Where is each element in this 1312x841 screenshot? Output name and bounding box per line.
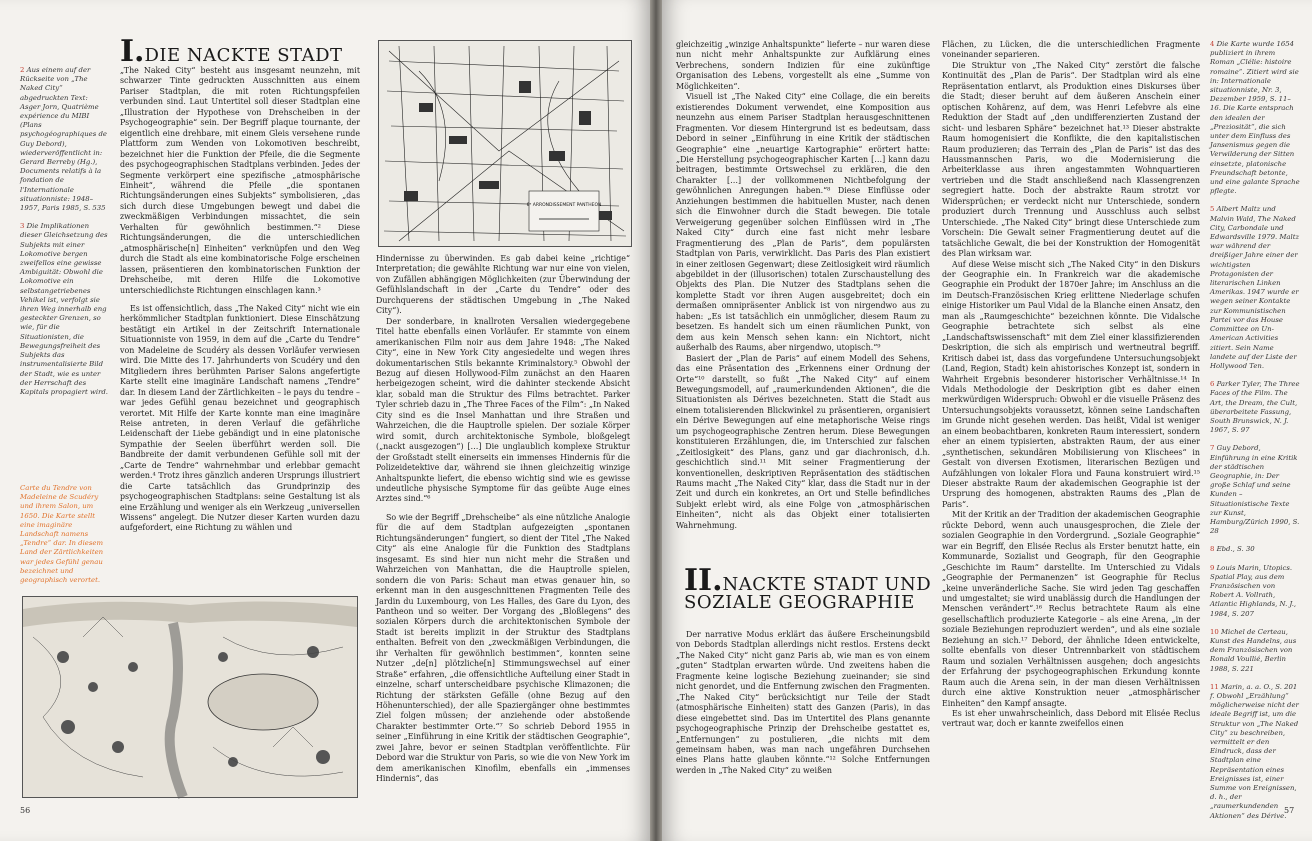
paragraph: Es ist offensichtlich, dass „The Naked City“ nicht wie ein herkömmlicher Stadtplan funktioniert. Diese Einschätzung bestätigt ein Artikel in der Zeitschrift Internationale Situationniste von 1959, in dem auf die „Carte du Tendre“ von Madeleine de Scudéry als dessen Vorläufer verwiesen wird. Die Mitte des 17. Jahrhunderts von Scudéry und den Mitgliedern ihres berühmten Pariser Salons angefertigte Karte stellt eine imaginäre Landschaft namens „Tendre“ dar. In diesem Land der Zärtlichkeiten – le pays du tendre – war jedes Gefühl genau bezeichnet und geographisch verortet. Mit Hilfe der Karte konnte man eine imaginäre Reise antreten, in deren Verlauf die gefährliche Leidenschaft der Liebe gebändigt und in eine platonische Sympathie der Seelen überführt werden soll. Die Bandbreite der damit verbundenen Gefühle soll mit der „Carte de Tendre“ wahrnehmbar und erlebbar gemacht werden.⁴ Trotz ihres gänzlich anderen Ursprungs illustriert die Carte tatsächlich das Grundprinzip des psychogeographischen Stadtplans: seine Gestaltung ist als eine Erzählung und weniger als ein Werkzeug „universellen Wissens“ angelegt. Die Nutzer dieser Karten wurden dazu aufgefordert, eine Richtung zu wählen und bbox=[120, 303, 360, 533]
orange-caption bbox=[20, 484, 112, 585]
sidenote bbox=[1210, 40, 1300, 196]
section-heading: DIE NACKTE STADT bbox=[144, 45, 343, 66]
paragraph: Auf diese Weise mischt sich „The Naked City“ in den Diskurs der Geographie ein. In Frankreich war die akademische Geographie ein Produkt der 1870er Jahre; im Anschluss an die im Deutsch-Französischen Krieg erlittene Niederlage schufen einige Historiker um Paul Vidal de la Blanche einen Ansatz, den man als „Raumgeschichte“ bezeichnen könnte. Die Vidalsche Geographie betrachtete sich selbst als eine „Landschaftswissenschaft“ mit dem Ziel einer klassifizierenden Deskription, die sich als empirisch und wertneutral begriff. Kritisch dabei ist, dass das vorgefundene Untersuchungsobjekt (Land, Region, Stadt) kein ahistorisches Konzept ist, sondern in Wahrheit Ergebnis besonderer historischer Verhältnisse.¹⁴ In Vidals Methodologie der Deskription gibt es daher einen merkwürdigen Widerspruch: Obwohl er die visuelle Präsenz des Untersuchungsobjekts voraussetzt, können seine Landschaften im Grunde nicht gesehen werden. Das heißt, Vidal ist weniger an einem beobachtbaren, konkreten Raum interessiert, sondern eher an einem typisierten, abstrakten Raum, der aus einer „synthetischen, sekundären Mobilisierung von Klischees“ in Gestalt von diversen Exotismen, literarischen Bezügen und Aufzählungen von lokaler Flora und Fauna konstruiert wird.¹⁵ Dieser abstrakte Raum der akademischen Geographie ist der Ursprung des homogenen, abstrakten Raums des „Plan de Paris“. bbox=[942, 259, 1200, 509]
section-title bbox=[120, 34, 343, 69]
sidenote-text: Die Implikationen dieser Gleichsetzung des Subjekts mit einer Lokomotive bergen zweifellos eine gewisse Ambiguität: Obwohl die Lokomotive ein selbstangetriebenes Vehikel ist, verfolgt sie ihren Weg innerhalb eng gesteckter Grenzen, so wie, für die Situationisten, die Bewegungsfreiheit des Subjekts das instrumentalisierte Bild der Stadt, wie es unter der Herrschaft des Kapitals propagiert wird. bbox=[20, 222, 108, 396]
sidenote bbox=[1210, 564, 1300, 619]
right-column-1b bbox=[676, 630, 930, 805]
sidenote-number: 5 bbox=[1210, 205, 1215, 214]
sidenote bbox=[1210, 628, 1300, 674]
section-heading-line2: SOZIALE GEOGRAPHIE bbox=[684, 592, 915, 613]
section-title bbox=[684, 563, 932, 613]
sidenote-number: 9 bbox=[1210, 563, 1215, 572]
allegorical-map-illustration bbox=[23, 597, 357, 797]
sidenote-text: Die Karte wurde 1654 publiziert in ihrem Roman „Clélie: histoire romaine“. Zitiert wird sie in: Internationale situationniste, Nr. 3, Dezember 1959, S. 11–16. Die Karte entsprach den idealen der „Preziosität“, die sich unter dem Einfluss des Jansenismus gegen die Verwilderung der Sitten einsetzte, platonische Freundschaft betonte, und eine galante Sprache pflegte. bbox=[1210, 40, 1300, 196]
sidenote-number: 8 bbox=[1210, 545, 1215, 554]
page-number: 57 bbox=[1284, 806, 1295, 815]
sidenote bbox=[1210, 205, 1300, 371]
map-legend-text: 6ᵉ ARRONDISSEMENT PANTHEON bbox=[526, 203, 602, 208]
paragraph: Die Struktur von „The Naked City“ zerstört die falsche Kontinuität des „Plan de Paris“. Der Stadtplan wird als eine Repräsentation entlarvt, als Produktion eines Diskurses über die Stadt; dieser beruht auf dem äußeren Anschein einer optischen Kohärenz, auf dem, was Henri Lefebvre als eine Reduktion der Stadt auf „den undifferenzierten Zustand der sicht- und lesbaren Sphäre“ bezeichnet hat.¹³ Dieser abstrakte Raum homogenisiert die Konflikte, die den kapitalistischen Raum produzieren; das Terrain des „Plan de Paris“ ist das des Haussmannschen Paris, wo die Modernisierung die Arbeiterklasse aus ihren angestammten Wohnquartieren vertrieben und die Stadt anschließend nach Klassengrenzen segregiert hatte. Doch der abstrakte Raum strotzt vor Widersprüchen; er verdeckt nicht nur Unterschiede, sondern produziert durch Trennung und Ausschluss auch selbst Unterschiede. „The Naked City“ bringt diese Unterschiede zum Vorschein: Die Gewalt seiner Fragmentierung deutet auf die tatsächliche Gewalt, die bei der Konstruktion der Homogenität des Plan wirksam war. bbox=[942, 60, 1200, 259]
sidenote bbox=[1210, 683, 1300, 821]
sidenote bbox=[1210, 380, 1300, 435]
paragraph: Flächen, zu Lücken, die die unterschiedlichen Fragmente voneinander separieren. bbox=[942, 40, 1200, 60]
sidenote-number: 10 bbox=[1210, 627, 1219, 636]
sidenote-text: Marin, a. a. O., S. 201 f. Obwohl „Erzählung“ möglicherweise nicht der ideale Begriff ist, um die Struktur von „The Naked City“ zu beschreiben, vermittelt er den Eindruck, dass der Stadtplan eine Repräsentation eines Ereignisses ist, einer Summe von Ereignissen, d. h., der „raumerkundenden Aktionen“ des Dérive. bbox=[1210, 682, 1299, 820]
section-number: II. bbox=[684, 563, 723, 598]
paragraph: Es ist eher unwahrscheinlich, dass Debord mit Elisée Reclus vertraut war, doch er kannte zweifellos einen bbox=[942, 709, 1200, 729]
section-heading-line1: NACKTE STADT UND bbox=[722, 574, 932, 595]
paragraph: Visuell ist „The Naked City“ eine Collage, die ein bereits existierendes Dokument verwendet, eine Komposition aus neunzehn aus einem Pariser Stadtplan herausgeschnittenen Fragmenten. Vor diesem Hintergrund ist es bedeutsam, dass Debord in seiner „Einführung in eine Kritik der städtischen Geographie“ eine „neuartige Kartographie“ erörtert hatte: „Die Herstellung psychogeographischer Karten […] kann dazu beitragen, bestimmte Ortswechsel zu erklären, die den Charakter […] der vollkommenen Nichtbefolgung der gewöhnlichen Anregungen haben.“⁸ Diese Einflüsse oder Anziehungen bestimmen die habituellen Muster, nach denen sich die Einwohner durch die Stadt bewegen. Die totale Verweigerung gegenüber solchen Einflüssen wird in „The Naked City“ durch eine fast nicht mehr lesbare Fragmentierung des „Plan de Paris“, dem populärsten Stadtplan von Paris, verwirklicht. Das Paris des Plan existiert in einer zeitlosen Gegenwart; diese Zeitlosigkeit wird räumlich abgebildet in der (illusorischen) totalen Zurschaustellung des Objekts des Plan. Die Nutzer des Stadtplans sehen die komplette Stadt vor ihren Augen ausgebreitet; doch ein dermaßen omnipräsenter Anblick ist von nirgendwo aus zu haben: „Es ist tatsächlich ein unmöglicher, diesem Raum zu besetzen. Es handelt sich um einen räumlichen Punkt, von dem aus kein Mensch sehen kann: ein Nichtort, nicht außerhalb des Raums, aber nirgendwo, utopisch.“⁹ bbox=[676, 92, 930, 353]
sidenote-text: Albert Maltz und Malvin Wald, The Naked City, Carbondale und Edwardsville 1979. Maltz war während der dreißiger Jahre einer der wichtigsten Protagonisten der literarischen Linken Amerikas. 1947 wurde er wegen seiner Kontakte zur Kommunistischen Partei vor das House Committee on Un-American Activities zitiert. Sein Name landete auf der Liste der Hollywood Ten. bbox=[1210, 205, 1300, 370]
sidenote bbox=[1210, 545, 1300, 554]
paragraph: gleichzeitig „winzige Anhaltspunkte“ lieferte – nur waren diese nun nicht mehr Anhaltspunkte zur Aufklärung eines Verbrechens, sondern Indizien für eine zukünftige Organisation des Lebens, vorgestellt als eine „Summe von Möglichkeiten“. bbox=[676, 40, 930, 91]
left-column-2 bbox=[376, 254, 630, 800]
sidenote-number: 6 bbox=[1210, 380, 1215, 389]
caption-text: Carte du Tendre von Madeleine de Scudéry und ihrem Salon, um 1650. Die Karte stellt eine imaginäre Landschaft namens „Tendre“ dar. In diesem Land der Zärtlichkeiten war jedes Gefühl genau bezeichnet und geographisch verortet. bbox=[20, 484, 104, 585]
sidenote-number: 3 bbox=[20, 222, 25, 231]
paragraph: Hindernisse zu überwinden. Es gab dabei keine „richtige“ Interpretation; die gewählte Richtung war nur eine von vielen, von Zufällen abhängigen Möglichkeiten (zur Überwindung der Gefühlslandschaft in der „Carte du Tendre“ oder des Durchquerens der städtischen Umgebung in „The Naked City“). bbox=[376, 254, 630, 316]
sidenote bbox=[20, 222, 110, 397]
left-sidenotes bbox=[20, 66, 110, 396]
paragraph: Der sonderbare, in knallroten Versalien wiedergegebene Titel hatte ebenfalls einen Vorläufer. Er stammte von einem amerikanischen Film noir aus dem Jahre 1948: „The Naked City“, eine in New York City angesiedelte und wegen ihres dokumentarischen Stils bekannte Kriminalstory.⁵ Obwohl der Bezug auf diesen Hollywood-Film zunächst an den Haaren herbeigezogen scheint, wird die dahinter steckende Absicht klar, sobald man die Struktur des Films betrachtet. Parker Tyler schrieb dazu in „The Three Faces of the Film“: „In Naked City sind es die Insel Manhattan und ihre Straßen und Wahrzeichen, die die Hauptrolle spielen. Der soziale Körper wird somit, durch architektonische Symbole, bloßgelegt („nackt ausgezogen“) […] Die unglaublich komplexe Struktur der Großstadt stellt einerseits ein immenses Hindernis für die Polizeidetektive dar, während sie ihnen gleichzeitig winzige Anhaltspunkte liefert, die ebenso wichtig sind wie es gewisse undeutliche physische Symptome für das geübte Auge eines Arztes sind.“⁶ bbox=[376, 316, 630, 504]
paris-map-figure bbox=[378, 40, 632, 247]
sidenote-number: 2 bbox=[20, 66, 25, 74]
sidenote-text: Ebd., S. 30 bbox=[1216, 545, 1255, 554]
right-column-1 bbox=[676, 40, 930, 562]
left-column-1 bbox=[120, 66, 360, 588]
sidenote-text: Guy Debord, Einführung in eine Kritik der städtischen Geographie, in: Der große Schlaf und seine Kunden – Situationistische Texte zur Kunst, Hamburg/Zürich 1990, S. 28 bbox=[1210, 444, 1300, 536]
paragraph: Mit der Kritik an der Tradition der akademischen Geographie rückte Debord, wenn auch unausgesprochen, die Ziele der sozialen Geographie in den Vordergrund. „Soziale Geographie“ war ein Begriff, den Elisée Reclus als Erster benutzt hatte, ein Kommunarde, Sozialist und Geograph, für den Geographie „Geschichte im Raum“ darstellte. Im Unterschied zu Vidals „Geographie der Permanenzen“ ist Geographie für Reclus „keine unveränderliche Sache. Sie wird jeden Tag geschaffen und umgestaltet; sie wird unablässig durch die Handlungen der Menschen verändert“.¹⁶ Reclus betrachtete Raum als eine gesellschaftlich produzierte Kategorie – als eine Arena, „in der soziale Beziehungen reproduziert werden“, und als eine soziale Beziehung an sich.¹⁷ Debord, der ähnliche Ideen entwickelte, sollte ebenfalls von dieser Untrennbarkeit von städtischem Raum und sozialen Verhältnissen ausgehen; doch angesichts der Erfahrung der psychogeographischen Erkundung konnte Raum auch die Arena sein, in der man diesen Verhältnissen durch eine aktive Konstruktion neuer „atmosphärischer Einheiten“ den Kampf ansagte. bbox=[942, 510, 1200, 708]
paragraph: „The Naked City“ besteht aus insgesamt neunzehn, mit schwarzer Tinte gedruckten Ausschnitten aus einem Pariser Stadtplan, die mit roten Richtungspfeilen verbunden sind. Laut Untertitel soll dieser Stadtplan eine „Illustration der Hypothese von Drehscheiben in der Psychogeographie“ sein. Der Begriff plaque tournante, der eigentlich eine drehbare, mit einem Gleis versehene runde Plattform zum Wenden von Lokomotiven beschreibt, bezeichnet hier die Funktion der Pfeile, die die Segmente des psychogeographischen Stadtplans verbinden. Jedes der Segmente verkörpert eine spezifische „atmosphärische Einheit“, während die Pfeile „die spontanen Richtungsänderungen eines Subjekts“ symbolisieren, „das sich durch diese Umgebungen bewegt und dabei die zweckmäßigen Verbindungen missachtet, die sein Verhalten für gewöhnlich bestimmen.“² Diese Richtungsänderungen, die die unterschiedlichen „atmosphärische[n] Einheiten“ verknüpfen und den Weg durch die Stadt als eine kombinatorische Folge erscheinen lassen, präsentieren den kombinatorischen Funktion der Drehscheibe, mit deren Hilfe die Lokomotive unterschiedlichste Richtungen einschlagen kann.³ bbox=[120, 66, 360, 295]
paragraph: Der narrative Modus erklärt das äußere Erscheinungsbild von Debords Stadtplan allerdings nicht restlos. Erstens deckt „The Naked City“ nicht ganz Paris ab, wie man es von einem „guten“ Stadtplan erwarten würde. Und zweitens haben die Fragmente keine logische Beziehung zueinander; sie sind nicht genordet, und die Entfernung zwischen den Fragmenten. „The Naked City“ berücksichtigt nur Teile der Stadt (atmosphärische Einheiten) statt des Ganzen (Paris), in das diese eingebettet sind. Das im Untertitel des Plans genannte psychogeographische Prinzip der Drehscheibe gestattet es, „Entfernungen“ zu postulieren, „die nichts mit dem gemeinsam haben, was man nach ungefähren Durchsehen eines Plans hatte glauben könnte.“¹² Solche Entfernungen werden in „The Naked City“ zu weißen bbox=[676, 630, 930, 775]
section-number: I. bbox=[120, 34, 145, 69]
sidenote-text: Louis Marin, Utopics. Spatial Play, aus dem Französischen von Robert A. Vollrath, Atlantic Highlands, N. J., 1984, S. 207 bbox=[1210, 563, 1297, 618]
sidenote-text: Michel de Certeau, Kunst des Handelns, aus dem Französischen von Ronald Voullié, Berlin 1988, S. 221 bbox=[1210, 627, 1297, 673]
sidenote bbox=[20, 66, 110, 213]
sidenote-number: 7 bbox=[1210, 444, 1215, 453]
sidenote-number: 4 bbox=[1210, 40, 1215, 48]
right-column-2 bbox=[942, 40, 1200, 806]
carte-du-tendre-figure bbox=[22, 596, 358, 798]
book-gutter bbox=[650, 0, 662, 841]
street-map-illustration bbox=[379, 41, 631, 246]
sidenote-text: Aus einem auf der Rückseite von „The Naked City“ abgedruckten Text: Asger Jorn, Quatrième expérience du MIBI (Plans psychogéographiques de Guy Debord), wiederveröffentlicht in: Gerard Berreby (Hg.), Documents relatifs à la fondation de l'Internationale situationniste: 1948–1957, Paris 1985, S. 535 bbox=[20, 66, 107, 213]
sidenote bbox=[1210, 444, 1300, 536]
sidenote-text: Parker Tyler, The Three Faces of the Film. The Art, the Dream, the Cult, überarbeitete Fassung, South Brunswick, N. J. 1967, S. 97 bbox=[1210, 380, 1300, 435]
right-page bbox=[662, 0, 1312, 841]
paragraph: Basiert der „Plan de Paris“ auf einem Modell des Sehens, das eine Präsentation des „Erkennens einer Ordnung der Orte“¹⁰ darstellt, so fußt „The Naked City“ auf einem Bewegungsmodell, auf „raumerkundenden Aktionen“, die die Situationisten als Dérives bezeichneten. Statt die Stadt aus einem totalisierenden Blickwinkel zu präsentieren, organisiert ein Dérive Bewegungen auf eine metaphorische Weise rings um psychogeographische Zentren herum. Diese Bewegungen konstituieren Erzählungen, die, im Unterschied zur falschen „Zeitlosigkeit“ des Plans, ganz und gar diachronisch, d.h. geschichtlich sind.¹¹ Mit seiner Fragmentierung der konventionellen, deskriptiven Repräsentation des städtischen Raums macht „The Naked City“ klar, dass die Stadt nur in der Zeit und durch ein konkretes, an Ort und Stelle befindliches Subjekt erlebt wird, als eine Folge von „atmosphärischen Einheiten“, nicht als das Objekt einer totalisierten Wahrnehmung. bbox=[676, 353, 930, 530]
paragraph: So wie der Begriff „Drehscheibe“ als eine nützliche Analogie für die auf dem Stadtplan aufgezeigten „spontanen Richtungsänderungen“ fungiert, so dient der Titel „The Naked City“ als eine Analogie für die Funktion des Stadtplans insgesamt. Es sind hier nun nicht mehr die Straßen und Wahrzeichen von Manhattan, die die Hauptrolle spielen, sondern die von Paris: Schaut man etwas genauer hin, so erkennt man in den ausgeschnittenen Fragmenten Teile des Jardin du Luxembourg, von Les Halles, des Gare du Lyon, des Pantheon und so weiter. Der Vorgang des „Bloßlegens“ des sozialen Körpers durch die architektonischen Symbole der Stadt ist bereits implizit in der Struktur des Stadtplans enthalten. Befreit von den „zweckmäßigen Verbindungen, die ihr Verhalten für gewöhnlich bestimmen“, konnten seine Nutzer „de[n] plötzliche[n] Stimmungswechsel auf einer Straße“ erfahren, „die offensichtliche Aufteilung einer Stadt in einzelne, scharf unterscheidbare psychische Klimazonen; die Richtung der stärksten Gefälle (ohne Bezug auf den Höhenunterschied), der alle Spaziergänger ohne bestimmtes Ziel folgen müssen; der anziehende oder abstoßende Charakter bestimmter Orte.“⁷ So schrieb Debord 1955 in seiner „Einführung in eine Kritik der städtischen Geographie“, zwei Jahre, bevor er seinen Stadtplan veröffentlichte. Für Debord war die Struktur von Paris, so wie die von New York im dem amerikanischen Kinofilm, ebenfalls ein „immenses Hindernis“, das bbox=[376, 512, 630, 784]
left-page bbox=[0, 0, 650, 841]
sidenote-number: 11 bbox=[1210, 682, 1219, 691]
page-number: 56 bbox=[20, 806, 31, 815]
